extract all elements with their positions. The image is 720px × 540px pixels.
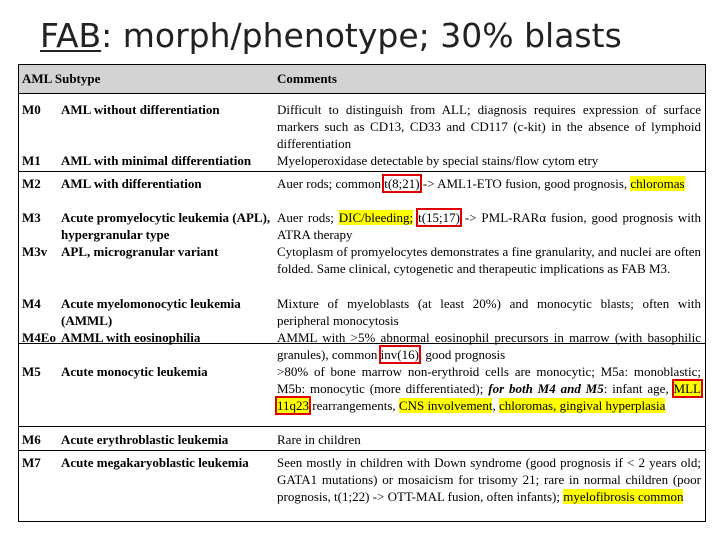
- row-m5-subtype: Acute monocytic leukemia: [61, 364, 208, 379]
- title-abbreviation: FAB: [40, 16, 102, 55]
- gene-mll-11q23: MLL 11q23: [277, 381, 701, 413]
- row-divider: [19, 171, 705, 172]
- row-m0-subtype: AML without differentiation: [61, 102, 220, 117]
- row-m1-subtype: AML with minimal differentiation: [61, 153, 252, 168]
- row-m1-code: M1: [22, 153, 41, 168]
- translocation-t15-17: t(15;17): [418, 210, 460, 225]
- translocation-t8-21: t(8;21): [384, 176, 420, 191]
- comment-text: Auer rods; common: [277, 176, 385, 191]
- row-m4-code: M4: [22, 296, 41, 311]
- inversion-inv16: inv(16): [380, 347, 419, 362]
- row-m3v-comment: [277, 243, 701, 277]
- row-m1-comment: [277, 152, 701, 169]
- highlight-cns-involvement: CNS involvement: [398, 398, 493, 413]
- row-m3-comment: [277, 209, 701, 243]
- comment-text: AMML with >5% abnormal eosinophil precursors in marrow (with basophilic granules), common: [277, 330, 701, 362]
- row-m6-code: M6: [22, 432, 41, 447]
- comment-text: Myeloperoxidase detectable by special stains/flow cytom etry: [277, 153, 599, 168]
- row-m6-comment: [277, 431, 701, 448]
- row-divider: [19, 426, 705, 427]
- highlight-chloromas-gingival: chloromas, gingival hyperplasia: [498, 398, 666, 413]
- comment-text: rearrangements,: [309, 398, 399, 413]
- row-divider: [19, 450, 705, 451]
- comment-text: , good prognosis: [418, 347, 506, 362]
- highlight-chloromas: chloromas: [630, 176, 685, 191]
- comment-text: Seen mostly in children with Down syndrome (good prognosis if < 2 years old; GATA1 mutations) or mosaicism for trisomy 21; rare in normal children (poor prognosis, t(1;22) -> OTT-MAL fusion, often infants);: [277, 455, 701, 504]
- comment-text: Difficult to distinguish from ALL; diagnosis requires expression of surface markers such as CD13, CD33 and CD117 (c-kit) in the absence of lymphoid differentiation: [277, 102, 701, 151]
- row-m5-code: M5: [22, 364, 41, 379]
- row-m5-comment: [277, 363, 701, 414]
- row-m2-subtype: AML with differentiation: [61, 176, 202, 191]
- row-m3-code: M3: [22, 210, 41, 225]
- row-m4eo-subtype: AMML with eosinophilia: [61, 330, 201, 345]
- comment-text: ,: [492, 398, 499, 413]
- highlight-myelofibrosis: myelofibrosis common: [563, 489, 684, 504]
- comment-text: -> PML-RARα fusion, good prognosis with ATRA therapy: [277, 210, 702, 242]
- table-header: [19, 65, 705, 94]
- row-m6-subtype: Acute erythroblastic leukemia: [61, 432, 229, 447]
- row-m7-comment: [277, 454, 701, 505]
- row-m3v-code: M3v: [22, 244, 48, 259]
- row-m7-subtype: Acute megakaryoblastic leukemia: [61, 455, 249, 470]
- comment-text: Rare in children: [277, 432, 361, 447]
- comment-text: -> AML1-ETO fusion, good prognosis,: [419, 176, 631, 191]
- header-subtype: AML Subtype: [22, 71, 101, 86]
- row-m2-comment: [277, 175, 701, 192]
- fab-classification-table: [18, 64, 706, 522]
- header-comments: Comments: [277, 71, 337, 86]
- row-m4eo-code: M4Eo: [22, 330, 56, 345]
- slide-title: [40, 14, 622, 58]
- row-m4-subtype: Acute myelomonocytic leukemia (AMML): [61, 296, 241, 328]
- comment-text: Mixture of myeloblasts (at least 20%) and monocytic blasts; often with peripheral monocytosis: [277, 296, 701, 328]
- row-m0-comment: [277, 101, 701, 152]
- comment-text: Cytoplasm of promyelocytes demonstrates a fine granularity, and nuclei are often folded. Same clinical, cytogenetic and therapeutic implications as FAB M3.: [277, 244, 701, 276]
- row-m2-code: M2: [22, 176, 41, 191]
- title-text: : morph/phenotype; 30% blasts: [101, 16, 622, 55]
- row-m0-code: M0: [22, 102, 41, 117]
- row-m4-comment: [277, 295, 701, 329]
- row-m3v-subtype: APL, microgranular variant: [61, 244, 219, 259]
- highlight-dic-bleeding: DIC/bleeding;: [338, 210, 414, 225]
- emphasis-m4-m5: for both M4 and M5: [488, 381, 604, 396]
- row-m4eo-comment: [277, 329, 701, 363]
- comment-text: : infant age,: [603, 381, 674, 396]
- row-m3-subtype: Acute promyelocytic leukemia (APL), hypergranular type: [61, 210, 271, 242]
- comment-text: >80% of bone marrow non-erythroid cells are monocytic; M5a: monoblastic; M5b: monocytic (more differentiated);: [277, 364, 701, 396]
- row-m7-code: M7: [22, 455, 41, 470]
- comment-text: Auer rods;: [277, 210, 339, 225]
